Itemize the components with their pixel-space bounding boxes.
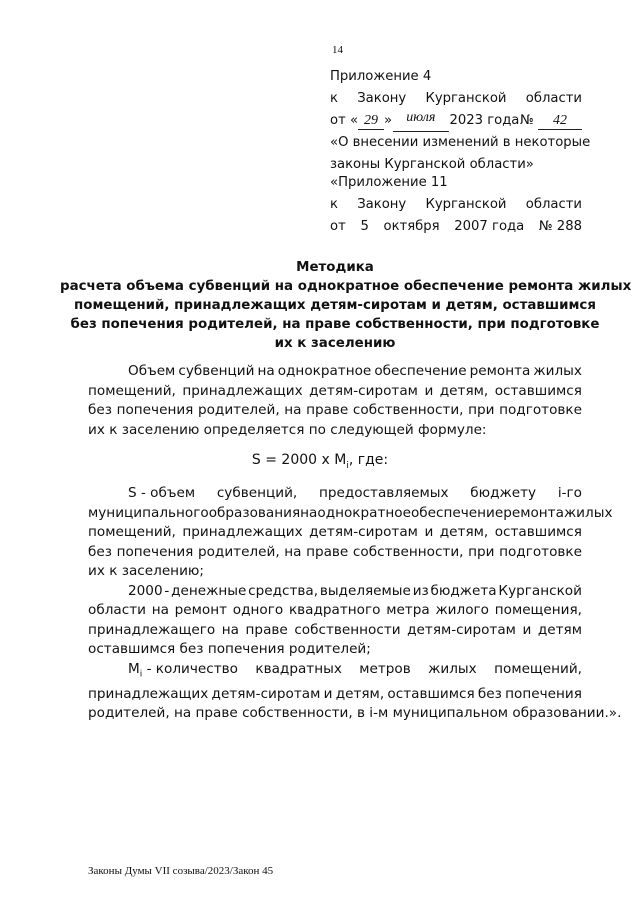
word: ремонта <box>503 504 564 521</box>
text-line: их к заселению; <box>88 563 204 579</box>
formula-subscript: i <box>346 460 349 471</box>
word: области <box>525 91 582 106</box>
word: - <box>164 582 170 599</box>
word: квадратных <box>255 660 342 677</box>
word: родителей, <box>197 402 280 418</box>
word: детям-сиротам <box>407 621 516 638</box>
text-line <box>88 543 582 563</box>
word: 5 <box>360 219 369 234</box>
word: 2000 <box>128 582 163 599</box>
word: на <box>284 543 302 560</box>
word: без <box>477 685 502 702</box>
word: жилых <box>563 504 613 521</box>
appendix-4-title: Приложение 4 <box>330 69 432 84</box>
word: одного <box>232 602 284 618</box>
word: из <box>412 582 429 599</box>
word: на <box>221 621 239 638</box>
word: квадратного <box>288 602 381 618</box>
word: детям, <box>439 524 489 540</box>
handwritten-number: 42 <box>538 113 582 130</box>
word: детям, <box>335 685 385 702</box>
word: при <box>468 402 495 418</box>
word: помещений, <box>88 524 176 540</box>
title-line: расчета объема субвенций на однократное обеспечение ремонта жилых <box>60 279 632 294</box>
title-line: их к заселению <box>274 336 396 351</box>
appendix-11-date-line <box>330 216 582 238</box>
word: на <box>300 504 318 521</box>
word: выделяемые <box>319 582 411 599</box>
word: однократное <box>317 504 411 521</box>
text-line <box>88 582 582 602</box>
word: на <box>151 602 169 618</box>
text-line: их к заселению определяется по следующей формуле: <box>88 421 487 438</box>
text-line <box>88 401 582 421</box>
word: 2007 года <box>454 219 525 234</box>
word: Закону <box>357 197 407 212</box>
word: S - объем <box>128 485 196 501</box>
word: на <box>257 363 275 379</box>
word: обеспечение <box>374 363 467 379</box>
formula <box>0 452 640 471</box>
word: Курганской <box>425 197 507 212</box>
word: Курганской <box>425 91 507 106</box>
word: и <box>424 382 434 399</box>
title-line: помещений, принадлежащих детям-сиротам и детям, оставшимся <box>74 298 596 313</box>
word: собственности, <box>352 543 464 560</box>
word: детям <box>537 621 582 638</box>
formula-main: S = 2000 x M <box>251 452 347 468</box>
definitions <box>88 484 622 724</box>
text-line <box>88 382 582 402</box>
title-line: Методика <box>296 260 374 275</box>
word: на <box>284 402 302 418</box>
text-line <box>88 660 582 685</box>
word: Закону <box>357 91 407 106</box>
word: метра <box>386 602 430 618</box>
word: субвенций <box>178 363 255 379</box>
appendix-4-law-title-2: законы Курганской области» <box>330 157 534 172</box>
word: ремонта <box>469 363 531 379</box>
date-prefix: от <box>330 113 346 128</box>
word: средства, <box>248 582 319 599</box>
year-text: 2023 года <box>449 113 520 128</box>
word: подготовке <box>499 402 582 418</box>
appendix-4-law-title-1: «О внесении изменений в некоторые <box>330 135 591 150</box>
word: муниципального <box>88 504 209 521</box>
word: и <box>522 621 532 638</box>
word: области <box>88 602 146 618</box>
word: - количество <box>146 660 238 677</box>
text-line <box>88 523 582 543</box>
word: без <box>88 402 112 418</box>
text-line: родителей, на праве собственности, в i-м муниципальном образовании.». <box>88 705 622 722</box>
formula-suffix: , где: <box>348 452 389 468</box>
word: денежные <box>171 582 247 599</box>
word: праве <box>306 402 349 418</box>
handwritten-day: 29 <box>358 113 384 130</box>
word: однократное <box>277 363 372 379</box>
word: к <box>330 91 338 106</box>
text-line <box>88 685 582 705</box>
word: праве <box>306 543 349 560</box>
text-line <box>88 484 582 504</box>
word: попечения <box>116 402 194 418</box>
m-subscript: i <box>139 669 143 680</box>
word: принадлежащих <box>88 685 209 702</box>
word: и <box>323 685 333 702</box>
word: принадлежащих <box>182 524 303 540</box>
word: принадлежащих <box>182 382 303 399</box>
word: Объем <box>128 363 176 379</box>
word: попечения <box>505 685 582 702</box>
word: оставшимся <box>494 382 582 399</box>
text-line <box>88 601 582 621</box>
word: без <box>88 543 112 560</box>
word: от <box>330 219 346 234</box>
text-line <box>88 504 613 524</box>
word: № 288 <box>538 219 582 234</box>
word: детям-сиротам <box>211 685 321 702</box>
word: ремонт <box>174 602 228 618</box>
word: области <box>525 197 582 212</box>
word: i-го <box>557 485 582 501</box>
word: жилого <box>435 602 489 618</box>
word: жилых <box>428 660 477 677</box>
number-sign: № <box>520 113 534 128</box>
word: родителей, <box>197 543 280 560</box>
word: бюджету <box>470 485 537 501</box>
quote-open: « <box>349 113 359 128</box>
text-line: оставшимся без попечения родителей; <box>88 641 371 657</box>
word: собственности, <box>352 402 464 418</box>
appendix-4-law-line <box>330 88 582 110</box>
word: предоставляемых <box>318 485 449 501</box>
word: субвенций, <box>216 485 298 501</box>
appendix-11-title: «Приложение 11 <box>330 175 448 190</box>
word: октября <box>383 219 440 234</box>
appendix-11-header <box>330 172 582 238</box>
title-line: без попечения родителей, на праве собственности, при подготовке <box>70 317 600 332</box>
quote-close: » <box>384 113 393 128</box>
appendix-4-date-line <box>330 110 582 132</box>
word: попечения <box>116 543 194 560</box>
word: помещения, <box>494 602 582 618</box>
word: жилых <box>533 363 582 379</box>
intro-paragraph <box>88 362 582 440</box>
word: Курганской <box>498 582 582 599</box>
appendix-11-law-line <box>330 194 582 216</box>
word: помещений, <box>88 382 176 399</box>
text-line <box>88 621 582 641</box>
word: детям-сиротам <box>309 524 418 540</box>
text-line <box>88 362 582 382</box>
word: праве <box>245 621 288 638</box>
appendix-4-header <box>330 66 591 176</box>
word: детям-сиротам <box>309 382 418 399</box>
word: образования <box>208 504 301 521</box>
word: к <box>330 197 338 212</box>
footer-reference: Законы Думы VII созыва/2023/Закон 45 <box>88 865 274 877</box>
word: собственности <box>294 621 401 638</box>
page-number: 14 <box>332 44 343 56</box>
word: и <box>424 524 434 540</box>
word: оставшимся <box>494 524 582 540</box>
word: оставшимся <box>387 685 475 702</box>
word: принадлежащего <box>88 621 216 638</box>
handwritten-month: июля <box>393 110 449 132</box>
word: подготовке <box>499 543 582 560</box>
word: бюджета <box>430 582 497 599</box>
word: помещений, <box>494 660 582 677</box>
methodology-title <box>60 258 632 353</box>
word: обеспечение <box>410 504 504 521</box>
word: метров <box>359 660 411 677</box>
word: при <box>468 543 495 560</box>
m-symbol: M <box>128 660 140 677</box>
word: детям, <box>439 382 489 399</box>
